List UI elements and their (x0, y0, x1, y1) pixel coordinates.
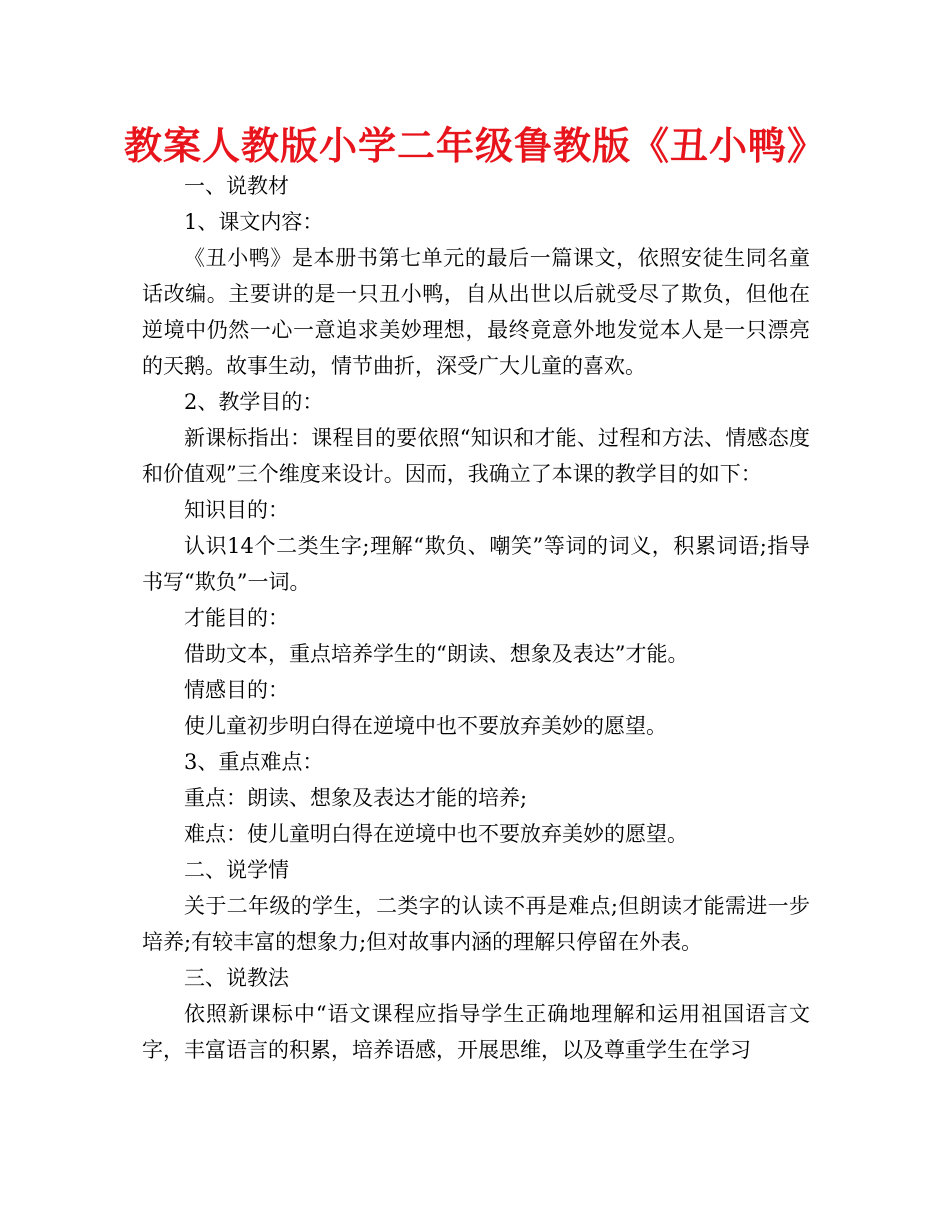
paragraph-methods: 依照新课标中“语文课程应指导学生正确地理解和运用祖国语言文字，丰富语言的积累，培养语感，开展思维，以及尊重学生在学习 (142, 1002, 810, 1062)
paragraph-curriculum-standard: 新课标指出：课程目的要依照“知识和才能、过程和方法、情感态度和价值观”三个维度来设计。因而，我确立了本课的教学目的如下： (142, 426, 810, 486)
paragraph-ability-goal: 借助文本，重点培养学生的“朗读、想象及表达”才能。 (184, 642, 689, 666)
subheading-lesson-content: 1、课文内容： (184, 210, 324, 234)
label-emotion-goal: 情感目的： (184, 678, 289, 702)
paragraph-difficult-point: 难点：使儿童明白得在逆境中也不要放弃美妙的愿望。 (184, 822, 688, 846)
paragraph-lesson-summary: 《丑小鸭》是本册书第七单元的最后一篇课文，依照安徒生同名童话改编。主要讲的是一只丑小鸭，自从出世以后就受尽了欺负，但他在逆境中仍然一心一意追求美妙理想，最终竟意外地发觉本人是一只漂亮的天鹅。故事生动，情节曲折，深受广大儿童的喜欢。 (142, 246, 810, 378)
paragraph-students: 关于二年级的学生，二类字的认读不再是难点;但朗读才能需进一步培养;有较丰富的想象力;但对故事内涵的理解只停留在外表。 (142, 894, 810, 954)
label-ability-goal: 才能目的： (184, 606, 289, 630)
section-heading-methods: 三、说教法 (184, 966, 289, 990)
document-title: 教案人教版小学二年级鲁教版《丑小鸭》 (123, 124, 826, 168)
subheading-key-points: 3、重点难点： (184, 750, 324, 774)
paragraph-key-point: 重点：朗读、想象及表达才能的培养; (184, 786, 528, 810)
document-body (142, 168, 810, 1068)
subheading-teaching-goals: 2、教学目的： (184, 390, 324, 414)
section-heading-students: 二、说学情 (184, 858, 289, 882)
paragraph-knowledge-goal: 认识14个二类生字;理解“欺负、嘲笑”等词的词义，积累词语;指导书写“欺负”一词。 (142, 534, 810, 594)
label-knowledge-goal: 知识目的： (184, 498, 289, 522)
section-heading-textbook: 一、说教材 (184, 174, 289, 198)
paragraph-emotion-goal: 使儿童初步明白得在逆境中也不要放弃美妙的愿望。 (184, 714, 667, 738)
